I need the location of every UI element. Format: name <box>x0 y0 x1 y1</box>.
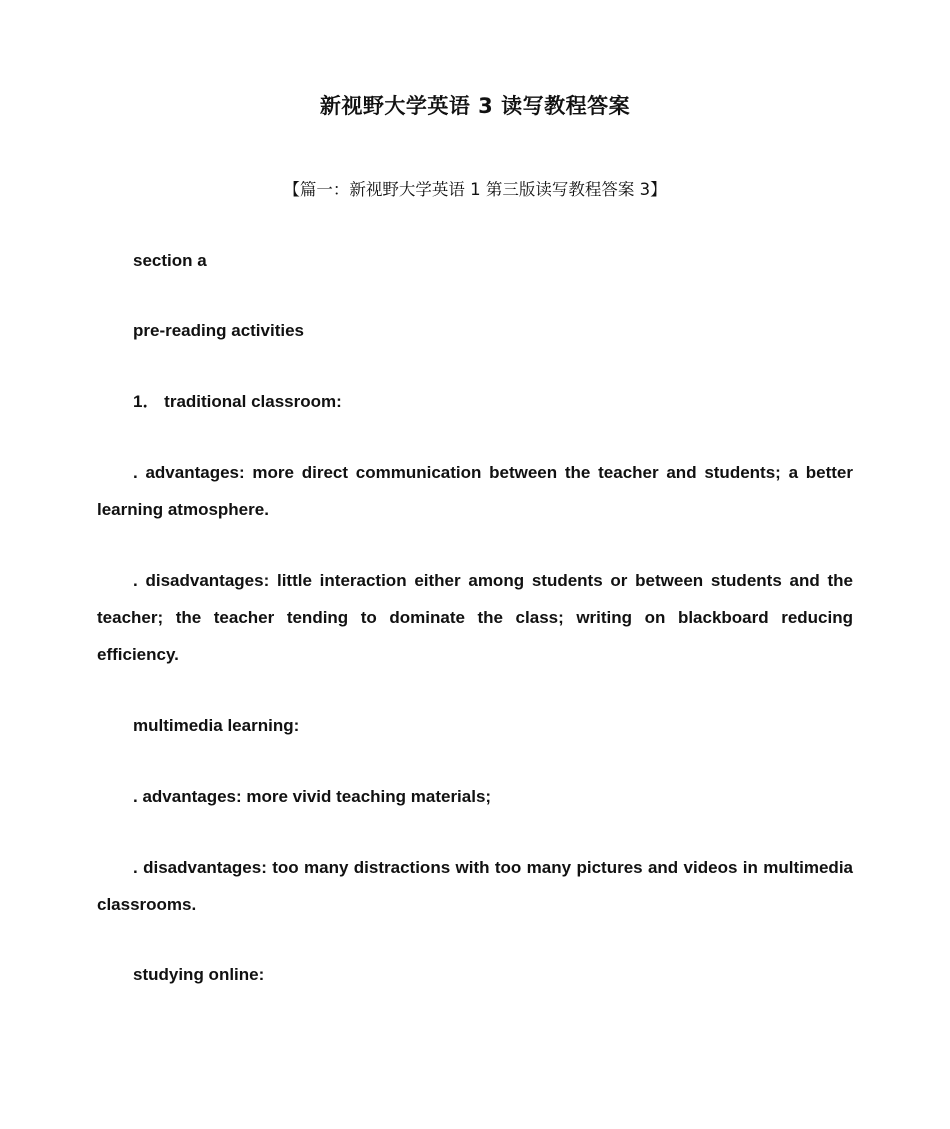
paragraph-multimedia-advantages: . advantages: more vivid teaching materials; <box>133 787 492 806</box>
paragraph-traditional-advantages: . advantages: more direct communication between the teacher and students; a better learning atmosphere. <box>97 463 853 519</box>
paragraph-traditional-disadvantages: . disadvantages: little interaction either among students or between students and the teacher; the teacher tending to dominate the class; writing on blackboard reducing efficiency. <box>97 571 853 664</box>
paragraph-section-a: section a <box>133 251 207 270</box>
paragraph-multimedia-learning: multimedia learning: <box>133 716 300 735</box>
paragraph-traditional-classroom: 1． traditional classroom: <box>133 392 342 411</box>
paragraph-multimedia-disadvantages: . disadvantages: too many distractions with too many pictures and videos in multimedia classrooms. <box>97 858 853 914</box>
paragraph-pre-reading: pre-reading activities <box>133 321 305 340</box>
document-subtitle: 【篇一：新视野大学英语 1 第三版读写教程答案 3】 <box>283 180 667 199</box>
document-title: 新视野大学英语 3 读写教程答案 <box>319 94 631 118</box>
paragraph-studying-online: studying online: <box>133 965 265 984</box>
